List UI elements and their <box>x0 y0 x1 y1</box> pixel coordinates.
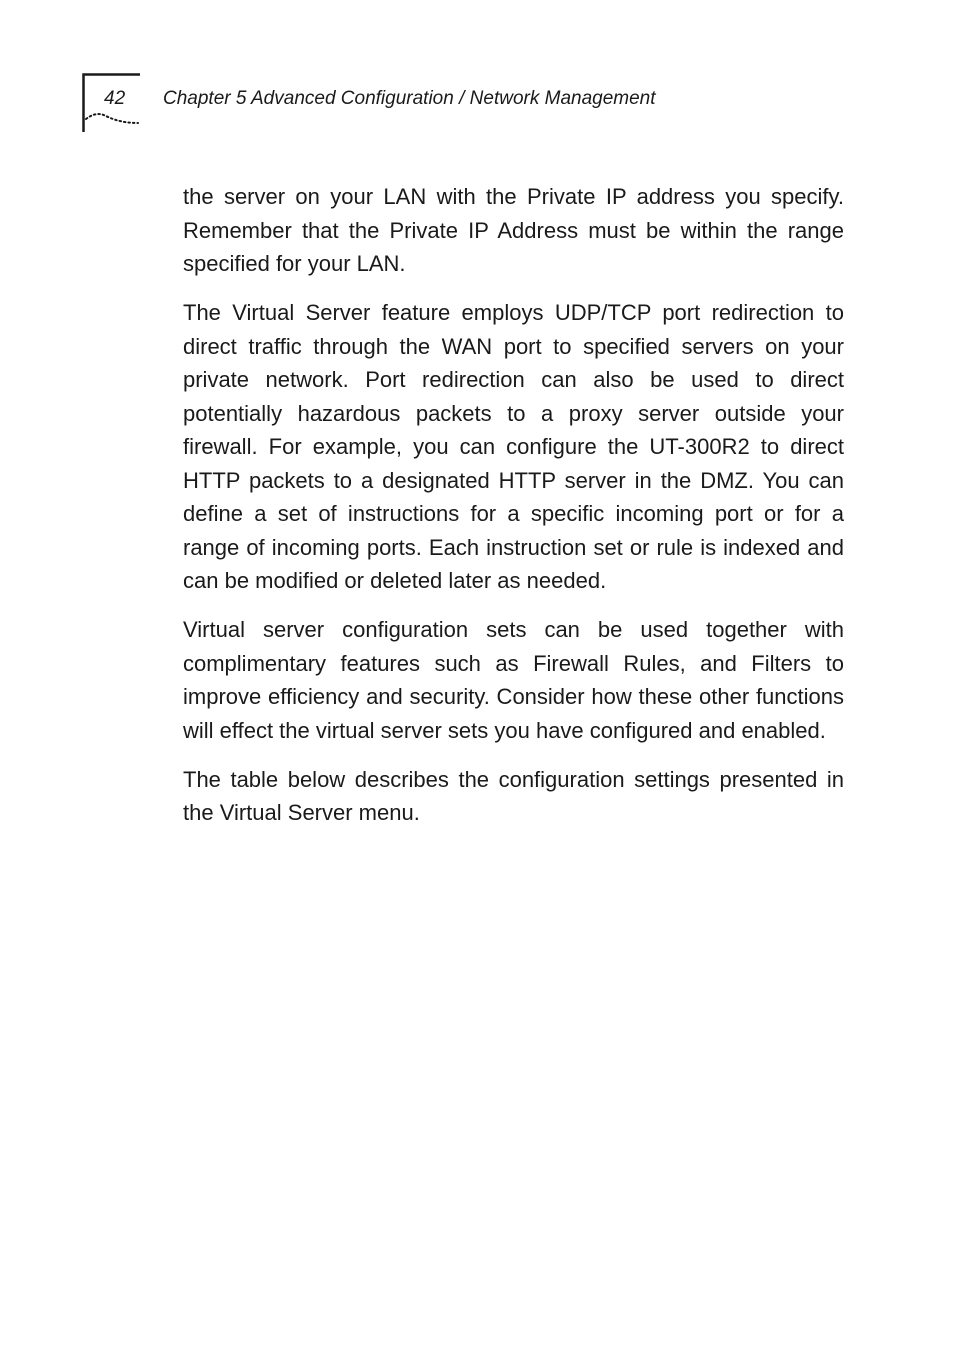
body-text <box>183 180 844 845</box>
paragraph: The Virtual Server feature employs UDP/TCP port redirection to direct traffic through the WAN port to specified servers on your private network. Port redirection can also be used to direct potentially hazardous packets to a proxy server outside your firewall. For example, you can configure the UT-300R2 to direct HTTP packets to a designated HTTP server in the DMZ. You can define a set of instructions for a specific incoming port or for a range of incoming ports. Each instruction set or rule is indexed and can be modified or deleted later as needed. <box>183 300 844 593</box>
page-number: 42 <box>104 88 126 109</box>
paragraph: Virtual server configuration sets can be used together with complimentary features such as Firewall Rules, and Filters to improve efficiency and security. Consider how these other functions will effect the virtual server sets you have configured and enabled. <box>183 617 844 743</box>
paragraph: the server on your LAN with the Private IP address you specify. Remember that the Private IP Address must be within the range specified for your LAN. <box>183 184 844 276</box>
running-header: Chapter 5 Advanced Configuration / Network Management <box>163 88 656 109</box>
paragraph: The table below describes the configuration settings presented in the Virtual Server menu. <box>183 766 844 825</box>
